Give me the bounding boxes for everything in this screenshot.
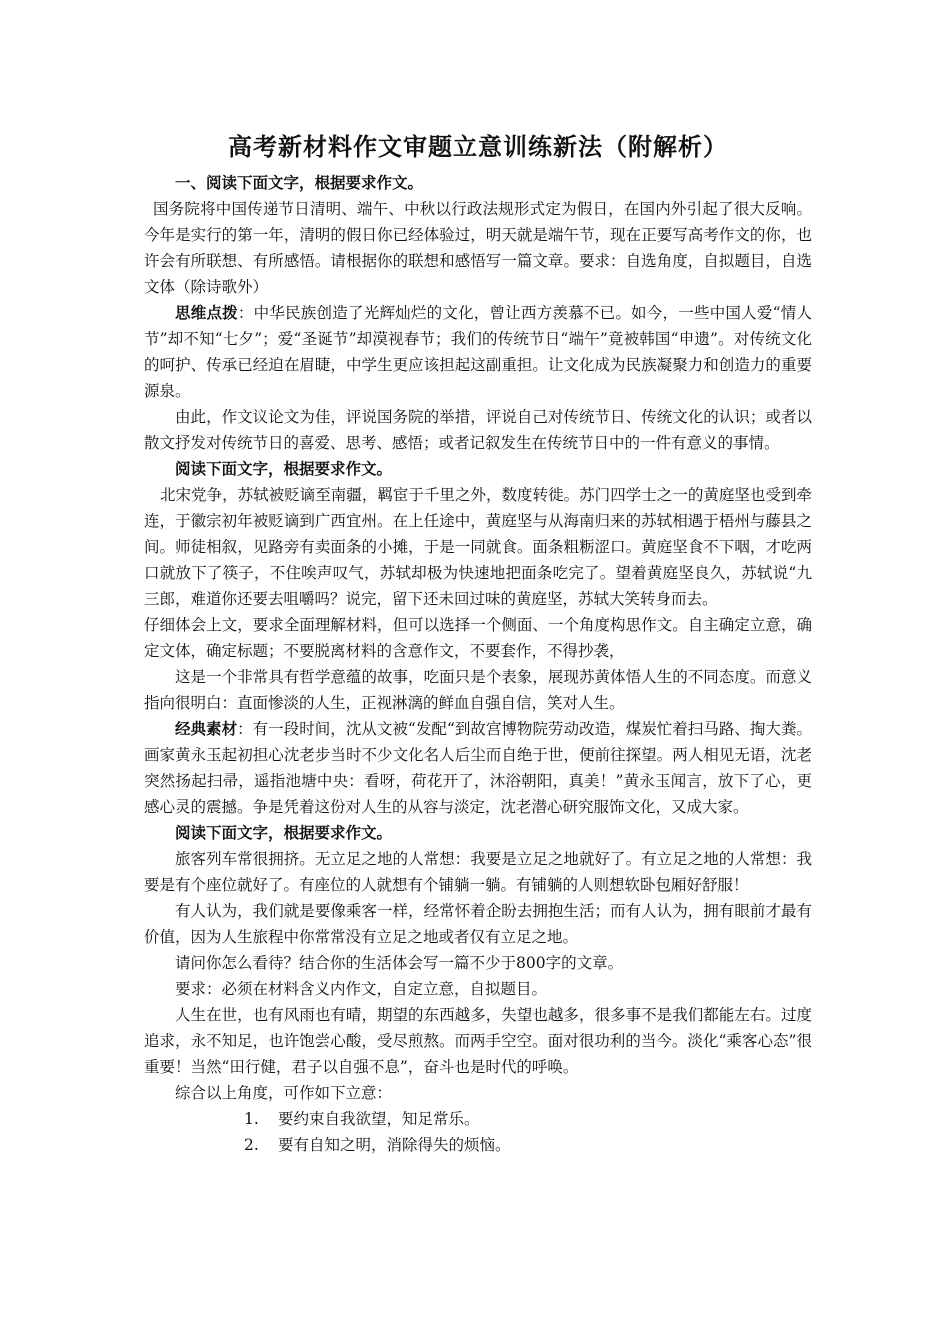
list-item: [144, 1106, 812, 1132]
idea-list: [144, 1106, 812, 1158]
section1-material: 国务院将中国传递节日清明、端午、中秋以行政法规形式定为假日，在国内外引起了很大反响。今年是实行的第一年，清明的假日你已经体验过，明天就是端午节，现在正要写高考作文的你，也许会有所联想、有所感悟。请根据你的联想和感悟写一篇文章。要求：自选角度，自拟题目，自选文体（除诗歌外）: [144, 200, 812, 296]
tip-text: ：中华民族创造了光辉灿烂的文化，曾让西方羡慕不已。如今，一些中国人爱“情人节”却不知“七夕”；爱“圣诞节”却漠视春节；我们的传统节日“端午”竟被韩国“申遗”。对传统文化的呵护、传承已经迫在眉睫，中学生更应该担起这副重担。让文化成为民族凝聚力和创造力的重要源泉。: [144, 304, 812, 400]
list-item: [144, 1132, 812, 1158]
document-body: [144, 130, 812, 1158]
classic-label: 经典素材: [175, 719, 238, 738]
section2-material: 北宋党争，苏轼被贬谪至南疆，羁宦于千里之外，数度转徙。苏门四学士之一的黄庭坚也受到牵连，于徽宗初年被贬谪到广西宜州。在上任途中，黄庭坚与从海南归来的苏轼相遇于梧州与藤县之间。师徒相叙，见路旁有卖面条的小摊，于是一同就食。面条粗粝涩口。黄庭坚食不下咽，才吃两口就放下了筷子，不住唉声叹气，苏轼却极为快速地把面条吃完了。望着黄庭坚良久，苏轼说“九三郎，难道你还要去咀嚼吗？说完，留下还未回过味的黄庭坚，苏轼大笑转身而去。: [144, 486, 812, 608]
section3-question: 请问你怎么看待？结合你的生活体会写一篇不少于800字的文章。: [175, 954, 624, 972]
section3-heading: 阅读下面文字，根据要求作文。: [175, 823, 393, 842]
section3-analysis: 人生在世，也有风雨也有晴，期望的东西越多，失望也越多，很多事不是我们都能左右。过度追求，永不知足，也许饱尝心酸，受尽煎熬。而两手空空。面对很功利的当今。淡化“乘客心态”很重要！当然“田行健，君子以自强不息”，奋斗也是时代的呼唤。: [144, 1006, 812, 1076]
section3-summary: 综合以上角度，可作如下立意：: [175, 1084, 393, 1102]
section3-requirement: 要求：必须在材料含义内作文，自定立意，自拟题目。: [175, 980, 548, 998]
section3-material: 旅客列车常很拥挤。无立足之地的人常想：我要是立足之地就好了。有立足之地的人常想：我要是有个座位就好了。有座位的人就想有个铺躺一躺。有铺躺的人则想软卧包厢好舒服！: [144, 850, 812, 894]
section2-requirement: 仔细体会上文，要求全面理解材料，但可以选择一个侧面、一个角度构思作文。自主确定立意，确定文体，确定标题；不要脱离材料的含意作文，不要套作，不得抄袭，: [144, 616, 812, 660]
section3-material2: 有人认为，我们就是要像乘客一样，经常怀着企盼去拥抱生活；而有人认为，拥有眼前才最有价值，因为人生旅程中你常常没有立足之地或者仅有立足之地。: [144, 902, 812, 946]
list-item-number: 1.: [244, 1110, 259, 1128]
page-title: 高考新材料作文审题立意训练新法（附解析）: [228, 132, 728, 161]
section2-heading: 阅读下面文字，根据要求作文。: [175, 459, 393, 478]
section2-analysis: 这是一个非常具有哲学意蕴的故事，吃面只是个表象，展现苏黄体悟人生的不同态度。而意义指向很明白：直面惨淡的人生，正视淋漓的鲜血自强自信，笑对人生。: [144, 668, 812, 712]
list-item-number: 2.: [244, 1136, 259, 1154]
list-item-text: 要约束自我欲望，知足常乐。: [278, 1110, 480, 1128]
list-item-text: 要有自知之明，消除得失的烦恼。: [278, 1136, 511, 1154]
tip-label: 思维点拨: [175, 303, 238, 322]
section1-tip: [144, 300, 812, 404]
section1-heading: 一、阅读下面文字，根据要求作文。: [175, 173, 424, 192]
section1-analysis: 由此，作文议论文为佳，评说国务院的举措，评说自己对传统节日、传统文化的认识；或者以散文抒发对传统节日的喜爱、思考、感悟；或者记叙发生在传统节日中的一件有意义的事情。: [144, 408, 812, 452]
classic-text: ：有一段时间，沈从文被“发配“到故宫博物院劳动改造，煤炭忙着扫马路、掏大粪。画家黄永玉起初担心沈老步当时不少文化名人后尘而自绝于世，便前往探望。两人相见无语，沈老突然扬起扫帚，遥指池塘中央：看呀，荷花开了，沐浴朝阳，真美！”黄永玉闻言，放下了心，更感心灵的震撼。争是凭着这份对人生的从容与淡定，沈老潜心研究服饰文化，又成大家。: [144, 720, 812, 816]
section2-classic: [144, 716, 812, 820]
